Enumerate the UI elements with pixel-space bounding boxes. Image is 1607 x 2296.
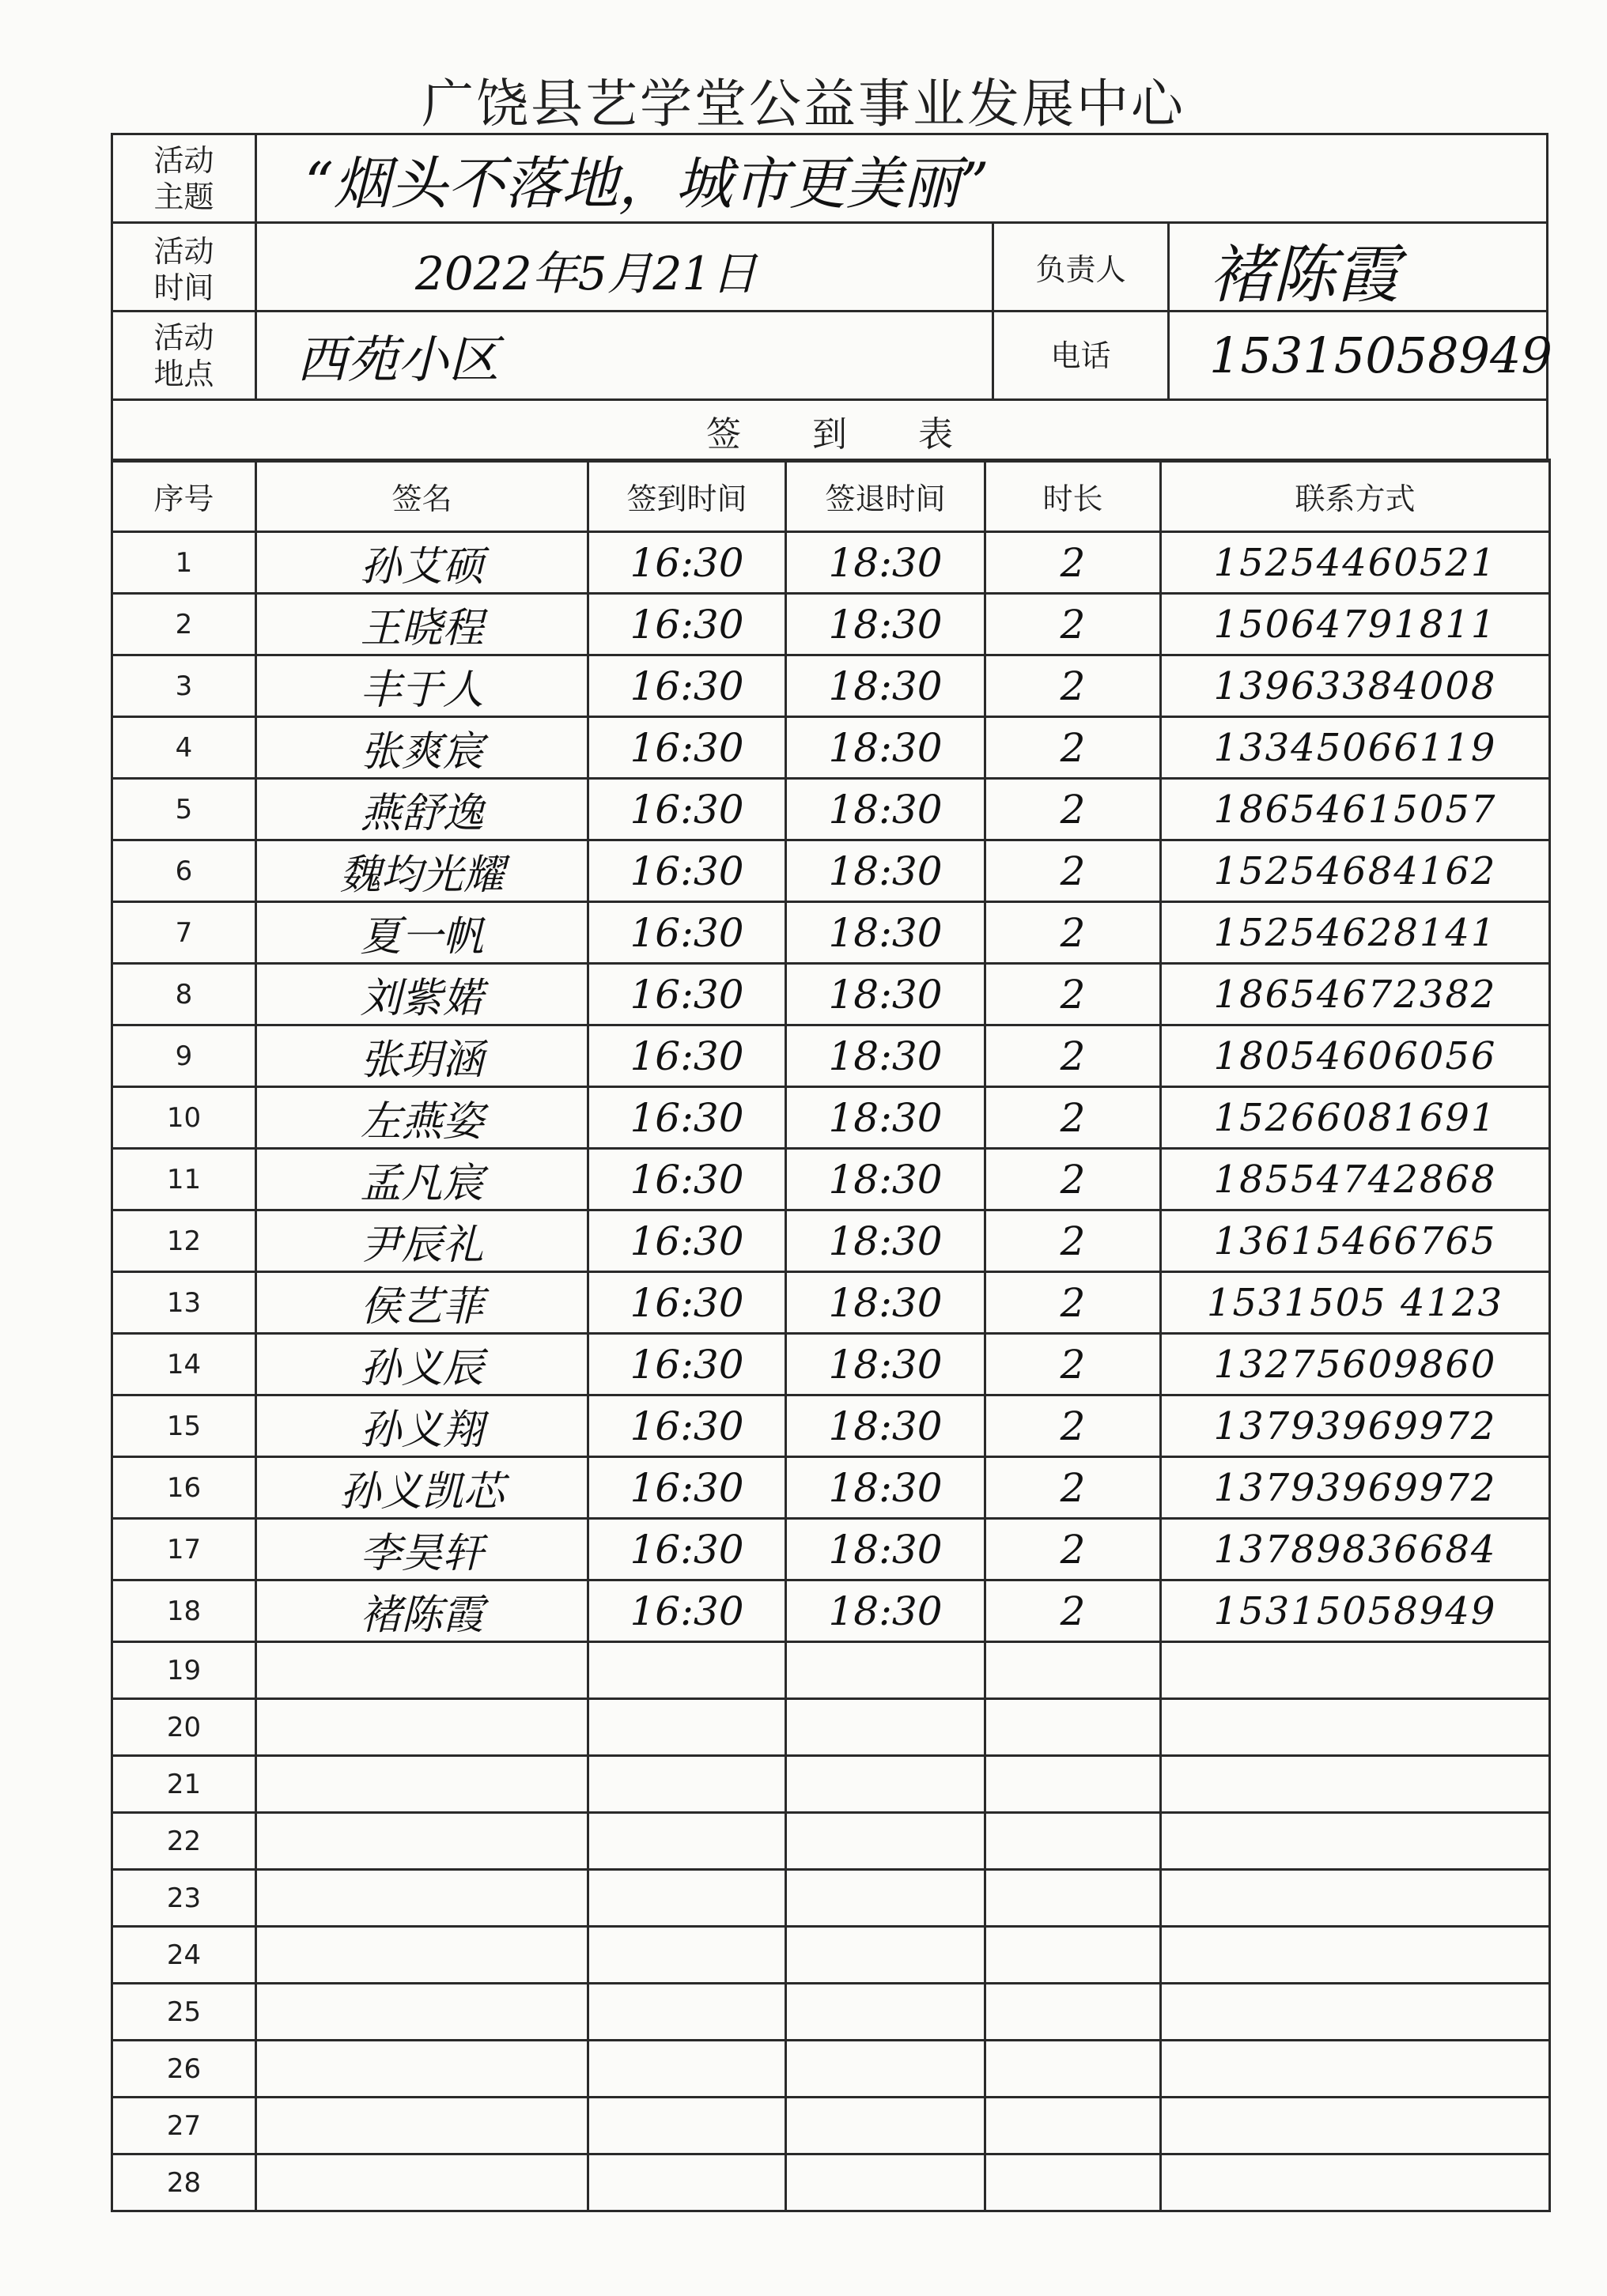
row-signout-time [786, 1870, 985, 1927]
row-contact [1161, 1756, 1550, 1813]
row-contact [1161, 1984, 1550, 2041]
row-seq-number: 13 [112, 1272, 256, 1334]
row-contact: 13615466765 [1161, 1210, 1550, 1272]
row-signature [256, 1927, 588, 1984]
row-duration: 2 [985, 1210, 1161, 1272]
row-duration: 2 [985, 1519, 1161, 1580]
row-signin-time [588, 2098, 786, 2154]
row-signout-time: 18:30 [786, 1149, 985, 1210]
row-signature: 孙义凯芯 [256, 1457, 588, 1519]
row-signin-time: 16:30 [588, 1334, 786, 1395]
row-seq-number: 22 [112, 1813, 256, 1870]
row-signout-time [786, 1699, 985, 1756]
row-signin-time: 16:30 [588, 964, 786, 1025]
row-signature [256, 2154, 588, 2211]
row-signout-time [786, 1927, 985, 1984]
row-duration: 2 [985, 1025, 1161, 1087]
row-signature [256, 1813, 588, 1870]
row-seq-number: 10 [112, 1087, 256, 1149]
row-duration [985, 1813, 1161, 1870]
place-row [113, 312, 1552, 401]
row-contact [1161, 2154, 1550, 2211]
signin-title-row [113, 401, 1546, 463]
row-signature [256, 1699, 588, 1756]
time-label [113, 224, 257, 315]
row-seq-number: 2 [112, 594, 256, 655]
time-label-line2: 时间 [153, 270, 214, 305]
row-duration [985, 2041, 1161, 2098]
table-row [112, 1699, 1550, 1756]
row-seq-number: 14 [112, 1334, 256, 1395]
row-contact: 13793969972 [1161, 1457, 1550, 1519]
row-signout-time: 18:30 [786, 1457, 985, 1519]
row-signature: 王晓程 [256, 594, 588, 655]
table-row [112, 1519, 1550, 1580]
row-contact: 18554742868 [1161, 1149, 1550, 1210]
row-signature: 孙义翔 [256, 1395, 588, 1457]
row-duration [985, 2098, 1161, 2154]
row-duration: 2 [985, 1457, 1161, 1519]
row-duration [985, 1870, 1161, 1927]
column-header-seq: 序号 [112, 460, 256, 532]
row-signature: 褚陈霞 [256, 1580, 588, 1642]
row-signin-time: 16:30 [588, 840, 786, 902]
row-contact: 15266081691 [1161, 1087, 1550, 1149]
row-signin-time: 16:30 [588, 717, 786, 779]
row-seq-number: 24 [112, 1927, 256, 1984]
table-row [112, 779, 1550, 840]
row-signature: 孟凡宸 [256, 1149, 588, 1210]
row-signout-time: 18:30 [786, 779, 985, 840]
row-contact: 13345066119 [1161, 717, 1550, 779]
row-signin-time: 16:30 [588, 1087, 786, 1149]
row-duration: 2 [985, 532, 1161, 594]
row-signature: 张爽宸 [256, 717, 588, 779]
row-seq-number: 6 [112, 840, 256, 902]
time-label-line1: 活动 [153, 233, 214, 269]
place-label [113, 312, 257, 398]
table-row [112, 532, 1550, 594]
row-contact: 13963384008 [1161, 655, 1550, 717]
row-signature: 魏均光耀 [256, 840, 588, 902]
row-signature: 刘紫婼 [256, 964, 588, 1025]
row-seq-number: 27 [112, 2098, 256, 2154]
row-contact: 15064791811 [1161, 594, 1550, 655]
row-signin-time [588, 1927, 786, 1984]
row-seq-number: 23 [112, 1870, 256, 1927]
row-signout-time [786, 1756, 985, 1813]
row-contact: 15254684162 [1161, 840, 1550, 902]
table-row [112, 1642, 1550, 1699]
row-seq-number: 21 [112, 1756, 256, 1813]
row-duration: 2 [985, 594, 1161, 655]
row-signout-time: 18:30 [786, 1334, 985, 1395]
row-signout-time: 18:30 [786, 594, 985, 655]
row-signin-time: 16:30 [588, 594, 786, 655]
row-signin-time [588, 1756, 786, 1813]
table-row [112, 1756, 1550, 1813]
row-contact: 18654615057 [1161, 779, 1550, 840]
activity-info-block [111, 133, 1552, 463]
row-signout-time: 18:30 [786, 1395, 985, 1457]
theme-label-line1: 活动 [153, 142, 214, 178]
row-signout-time [786, 1984, 985, 2041]
row-duration [985, 1699, 1161, 1756]
row-signature: 燕舒逸 [256, 779, 588, 840]
row-signin-time [588, 2041, 786, 2098]
row-signout-time: 18:30 [786, 840, 985, 902]
table-row [112, 2041, 1550, 2098]
row-signature [256, 1870, 588, 1927]
row-signature [256, 1642, 588, 1699]
row-seq-number: 9 [112, 1025, 256, 1087]
row-contact [1161, 1813, 1550, 1870]
row-signout-time [786, 2154, 985, 2211]
row-signout-time [786, 1813, 985, 1870]
row-signout-time: 18:30 [786, 1272, 985, 1334]
table-row [112, 2154, 1550, 2211]
row-signin-time: 16:30 [588, 1457, 786, 1519]
row-signout-time: 18:30 [786, 1210, 985, 1272]
row-signature: 夏一帆 [256, 902, 588, 964]
row-signature: 张玥涵 [256, 1025, 588, 1087]
row-contact: 13793969972 [1161, 1395, 1550, 1457]
phone-value: 15315058949 [1209, 327, 1552, 384]
row-signin-time [588, 1813, 786, 1870]
row-contact [1161, 1699, 1550, 1756]
row-signin-time: 16:30 [588, 655, 786, 717]
table-row [112, 594, 1550, 655]
activity-theme: “烟头不落地，城市更美丽” [304, 149, 989, 217]
row-signature: 孙艾硕 [256, 532, 588, 594]
row-signin-time: 16:30 [588, 902, 786, 964]
row-seq-number: 17 [112, 1519, 256, 1580]
row-signout-time: 18:30 [786, 717, 985, 779]
row-contact: 18054606056 [1161, 1025, 1550, 1087]
row-contact: 15254460521 [1161, 532, 1550, 594]
person-in-charge-label: 负责人 [994, 224, 1170, 315]
row-signout-time: 18:30 [786, 1519, 985, 1580]
page-title: 广饶县艺学堂公益事业发展中心 [422, 74, 1185, 134]
column-header-signout-time: 签退时间 [786, 460, 985, 532]
row-seq-number: 15 [112, 1395, 256, 1457]
column-header-duration: 时长 [985, 460, 1161, 532]
row-signout-time: 18:30 [786, 1025, 985, 1087]
row-duration [985, 1984, 1161, 2041]
row-signin-time [588, 2154, 786, 2211]
row-signout-time: 18:30 [786, 902, 985, 964]
row-contact: 15254628141 [1161, 902, 1550, 964]
row-duration: 2 [985, 1395, 1161, 1457]
table-row [112, 1272, 1550, 1334]
row-seq-number: 19 [112, 1642, 256, 1699]
row-duration: 2 [985, 964, 1161, 1025]
table-row [112, 1149, 1550, 1210]
table-row [112, 1870, 1550, 1927]
row-seq-number: 5 [112, 779, 256, 840]
table-row [112, 1087, 1550, 1149]
row-signin-time [588, 1984, 786, 2041]
row-contact [1161, 2098, 1550, 2154]
activity-place: 西苑小区 [257, 312, 994, 398]
column-header-contact: 联系方式 [1161, 460, 1550, 532]
row-seq-number: 12 [112, 1210, 256, 1272]
table-row [112, 655, 1550, 717]
table-row [112, 1210, 1550, 1272]
table-row [112, 964, 1550, 1025]
row-seq-number: 25 [112, 1984, 256, 2041]
row-seq-number: 28 [112, 2154, 256, 2211]
row-seq-number: 3 [112, 655, 256, 717]
row-signout-time [786, 2098, 985, 2154]
table-row [112, 2098, 1550, 2154]
row-duration: 2 [985, 840, 1161, 902]
table-row [112, 1984, 1550, 2041]
row-signature: 孙义辰 [256, 1334, 588, 1395]
column-header-signin-time: 签到时间 [588, 460, 786, 532]
table-row [112, 902, 1550, 964]
place-label-line2: 地点 [153, 356, 214, 391]
row-signature [256, 1756, 588, 1813]
row-signin-time [588, 1870, 786, 1927]
table-row [112, 840, 1550, 902]
row-signout-time: 18:30 [786, 655, 985, 717]
row-duration: 2 [985, 902, 1161, 964]
signin-table [111, 459, 1551, 2212]
row-contact [1161, 1642, 1550, 1699]
row-signout-time: 18:30 [786, 964, 985, 1025]
row-signin-time: 16:30 [588, 532, 786, 594]
table-row [112, 1334, 1550, 1395]
table-header-row [112, 460, 1550, 532]
row-signature [256, 2098, 588, 2154]
table-body [112, 532, 1550, 2211]
row-seq-number: 20 [112, 1699, 256, 1756]
row-duration: 2 [985, 779, 1161, 840]
row-duration [985, 1756, 1161, 1813]
person-in-charge-value: 褚陈霞 [1209, 238, 1399, 312]
row-seq-number: 26 [112, 2041, 256, 2098]
row-signin-time: 16:30 [588, 1272, 786, 1334]
row-seq-number: 8 [112, 964, 256, 1025]
row-contact: 15315058949 [1161, 1580, 1550, 1642]
row-signature: 侯艺菲 [256, 1272, 588, 1334]
table-row [112, 717, 1550, 779]
row-contact [1161, 2041, 1550, 2098]
row-signature: 尹辰礼 [256, 1210, 588, 1272]
row-seq-number: 4 [112, 717, 256, 779]
row-contact: 1531505 4123 [1161, 1272, 1550, 1334]
row-seq-number: 1 [112, 532, 256, 594]
row-signin-time: 16:30 [588, 1149, 786, 1210]
time-row [113, 224, 1546, 312]
row-signature: 丰于人 [256, 655, 588, 717]
row-signout-time [786, 2041, 985, 2098]
table-row [112, 1025, 1550, 1087]
table-row [112, 1395, 1550, 1457]
table-row [112, 1927, 1550, 1984]
row-seq-number: 7 [112, 902, 256, 964]
row-duration: 2 [985, 1334, 1161, 1395]
table-row [112, 1813, 1550, 1870]
row-signature: 左燕姿 [256, 1087, 588, 1149]
theme-label [113, 135, 257, 221]
row-signin-time: 16:30 [588, 1395, 786, 1457]
row-signature [256, 1984, 588, 2041]
row-duration: 2 [985, 1149, 1161, 1210]
row-signin-time: 16:30 [588, 1210, 786, 1272]
row-seq-number: 18 [112, 1580, 256, 1642]
column-header-signature: 签名 [256, 460, 588, 532]
row-signout-time [786, 1642, 985, 1699]
row-duration [985, 2154, 1161, 2211]
row-duration: 2 [985, 655, 1161, 717]
row-signin-time [588, 1642, 786, 1699]
row-signature: 李昊轩 [256, 1519, 588, 1580]
row-contact: 13789836684 [1161, 1519, 1550, 1580]
row-duration: 2 [985, 717, 1161, 779]
row-signout-time: 18:30 [786, 532, 985, 594]
theme-row [113, 135, 1546, 224]
table-row [112, 1457, 1550, 1519]
row-signin-time: 16:30 [588, 779, 786, 840]
row-signin-time [588, 1699, 786, 1756]
table-row [112, 1580, 1550, 1642]
row-signin-time: 16:30 [588, 1025, 786, 1087]
row-signout-time: 18:30 [786, 1580, 985, 1642]
row-signin-time: 16:30 [588, 1519, 786, 1580]
row-seq-number: 11 [112, 1149, 256, 1210]
row-contact [1161, 1927, 1550, 1984]
row-duration: 2 [985, 1272, 1161, 1334]
activity-date: 2022年5月21日 [257, 224, 994, 315]
row-contact: 13275609860 [1161, 1334, 1550, 1395]
row-contact [1161, 1870, 1550, 1927]
place-label-line1: 活动 [153, 319, 214, 355]
row-duration: 2 [985, 1580, 1161, 1642]
row-duration [985, 1927, 1161, 1984]
phone-label: 电话 [994, 312, 1170, 398]
row-signature [256, 2041, 588, 2098]
row-seq-number: 16 [112, 1457, 256, 1519]
row-signin-time: 16:30 [588, 1580, 786, 1642]
row-duration [985, 1642, 1161, 1699]
row-contact: 18654672382 [1161, 964, 1550, 1025]
row-signout-time: 18:30 [786, 1087, 985, 1149]
signin-table-title: 签到表 [706, 414, 1024, 455]
row-duration: 2 [985, 1087, 1161, 1149]
theme-label-line2: 主题 [153, 179, 214, 214]
